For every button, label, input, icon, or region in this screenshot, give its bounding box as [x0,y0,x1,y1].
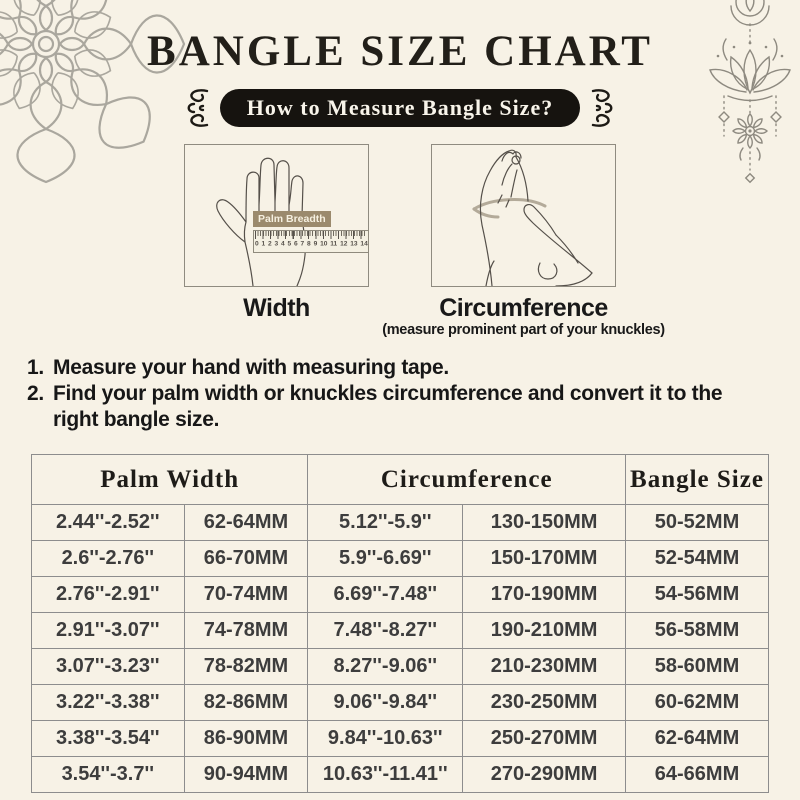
ruler-number: 10 [320,240,328,248]
table-cell: 7.48''-8.27'' [308,613,463,649]
table-cell: 5.9''-6.69'' [308,541,463,577]
table-cell: 210-230MM [463,649,626,685]
width-illustration [184,144,369,287]
circumference-caption: Circumference [439,294,608,322]
table-cell: 3.38''-3.54'' [32,721,185,757]
table-header-cell: Palm Width [32,455,308,505]
width-caption: Width [243,294,310,322]
ruler-number: 0 [255,240,259,248]
hand-circumference-illustration [432,145,615,286]
table-cell: 170-190MM [463,577,626,613]
table-cell: 2.6''-2.76'' [32,541,185,577]
table-cell: 270-290MM [463,757,626,793]
table-cell: 9.06''-9.84'' [308,685,463,721]
table-row [32,613,769,649]
table-cell: 56-58MM [626,613,769,649]
table-cell: 62-64MM [626,721,769,757]
table-cell: 66-70MM [184,541,308,577]
circumference-note: (measure prominent part of your knuckles) [382,322,665,338]
table-cell: 64-66MM [626,757,769,793]
table-cell: 130-150MM [463,505,626,541]
size-table [31,454,769,793]
table-cell: 78-82MM [184,649,308,685]
instruction-number: 2. [27,382,44,405]
table-cell: 3.22''-3.38'' [32,685,185,721]
how-to-measure-banner: How to Measure Bangle Size? [220,89,580,127]
table-row [32,649,769,685]
ruler-number: 8 [307,240,311,248]
size-table-head [32,455,769,505]
table-cell: 62-64MM [184,505,308,541]
table-cell: 3.54''-3.7'' [32,757,185,793]
instruction-item [27,381,800,433]
ruler-number: 9 [313,240,318,248]
ruler-number: 7 [300,240,305,248]
table-cell: 6.69''-7.48'' [308,577,463,613]
table-row [32,721,769,757]
table-header-cell: Bangle Size [626,455,769,505]
instruction-number: 1. [27,356,44,379]
table-cell: 2.76''-2.91'' [32,577,185,613]
table-cell: 10.63''-11.41'' [308,757,463,793]
ruler-number: 5 [287,240,292,248]
table-row [32,577,769,613]
ruler-number: 14 [360,240,368,248]
table-cell: 50-52MM [626,505,769,541]
table-cell: 70-74MM [184,577,308,613]
banner-row [0,87,800,129]
instruction-item [27,355,800,381]
ruler-number: 4 [281,240,285,248]
table-cell: 5.12''-5.9'' [308,505,463,541]
table-row [32,541,769,577]
ruler-number: 1 [261,240,266,248]
table-row [32,685,769,721]
table-cell: 9.84''-10.63'' [308,721,463,757]
table-cell: 2.91''-3.07'' [32,613,185,649]
ruler-number: 6 [294,240,298,248]
table-cell: 86-90MM [184,721,308,757]
instruction-text: Find your palm width or knuckles circumference and convert it to the right bangle size. [53,382,723,431]
illustrations-row [0,144,800,338]
table-row [32,757,769,793]
ruler-numbers [255,240,368,247]
table-cell: 150-170MM [463,541,626,577]
ruler [253,230,369,253]
table-cell: 54-56MM [626,577,769,613]
ruler-number: 11 [330,240,338,248]
ruler-number: 13 [350,240,358,248]
swirl-ornament-right-icon [589,87,621,129]
table-cell: 74-78MM [184,613,308,649]
table-row [32,505,769,541]
size-table-body [32,505,769,793]
table-header-cell: Circumference [308,455,626,505]
table-cell: 90-94MM [184,757,308,793]
table-cell: 3.07''-3.23'' [32,649,185,685]
table-cell: 190-210MM [463,613,626,649]
instruction-text: Measure your hand with measuring tape. [53,356,449,379]
table-cell: 52-54MM [626,541,769,577]
page-title: BANGLE SIZE CHART [147,28,653,75]
palm-breadth-tag: Palm Breadth [253,211,331,227]
ruler-number: 12 [340,240,348,248]
ruler-number: 2 [268,240,272,248]
swirl-ornament-left-icon [179,87,211,129]
table-cell: 8.27''-9.06'' [308,649,463,685]
circumference-illustration [431,144,616,287]
table-cell: 2.44''-2.52'' [32,505,185,541]
table-header-row [32,455,769,505]
instructions-list [27,355,800,433]
table-cell: 58-60MM [626,649,769,685]
table-cell: 60-62MM [626,685,769,721]
table-cell: 82-86MM [184,685,308,721]
table-cell: 250-270MM [463,721,626,757]
ruler-number: 3 [274,240,279,248]
table-cell: 230-250MM [463,685,626,721]
